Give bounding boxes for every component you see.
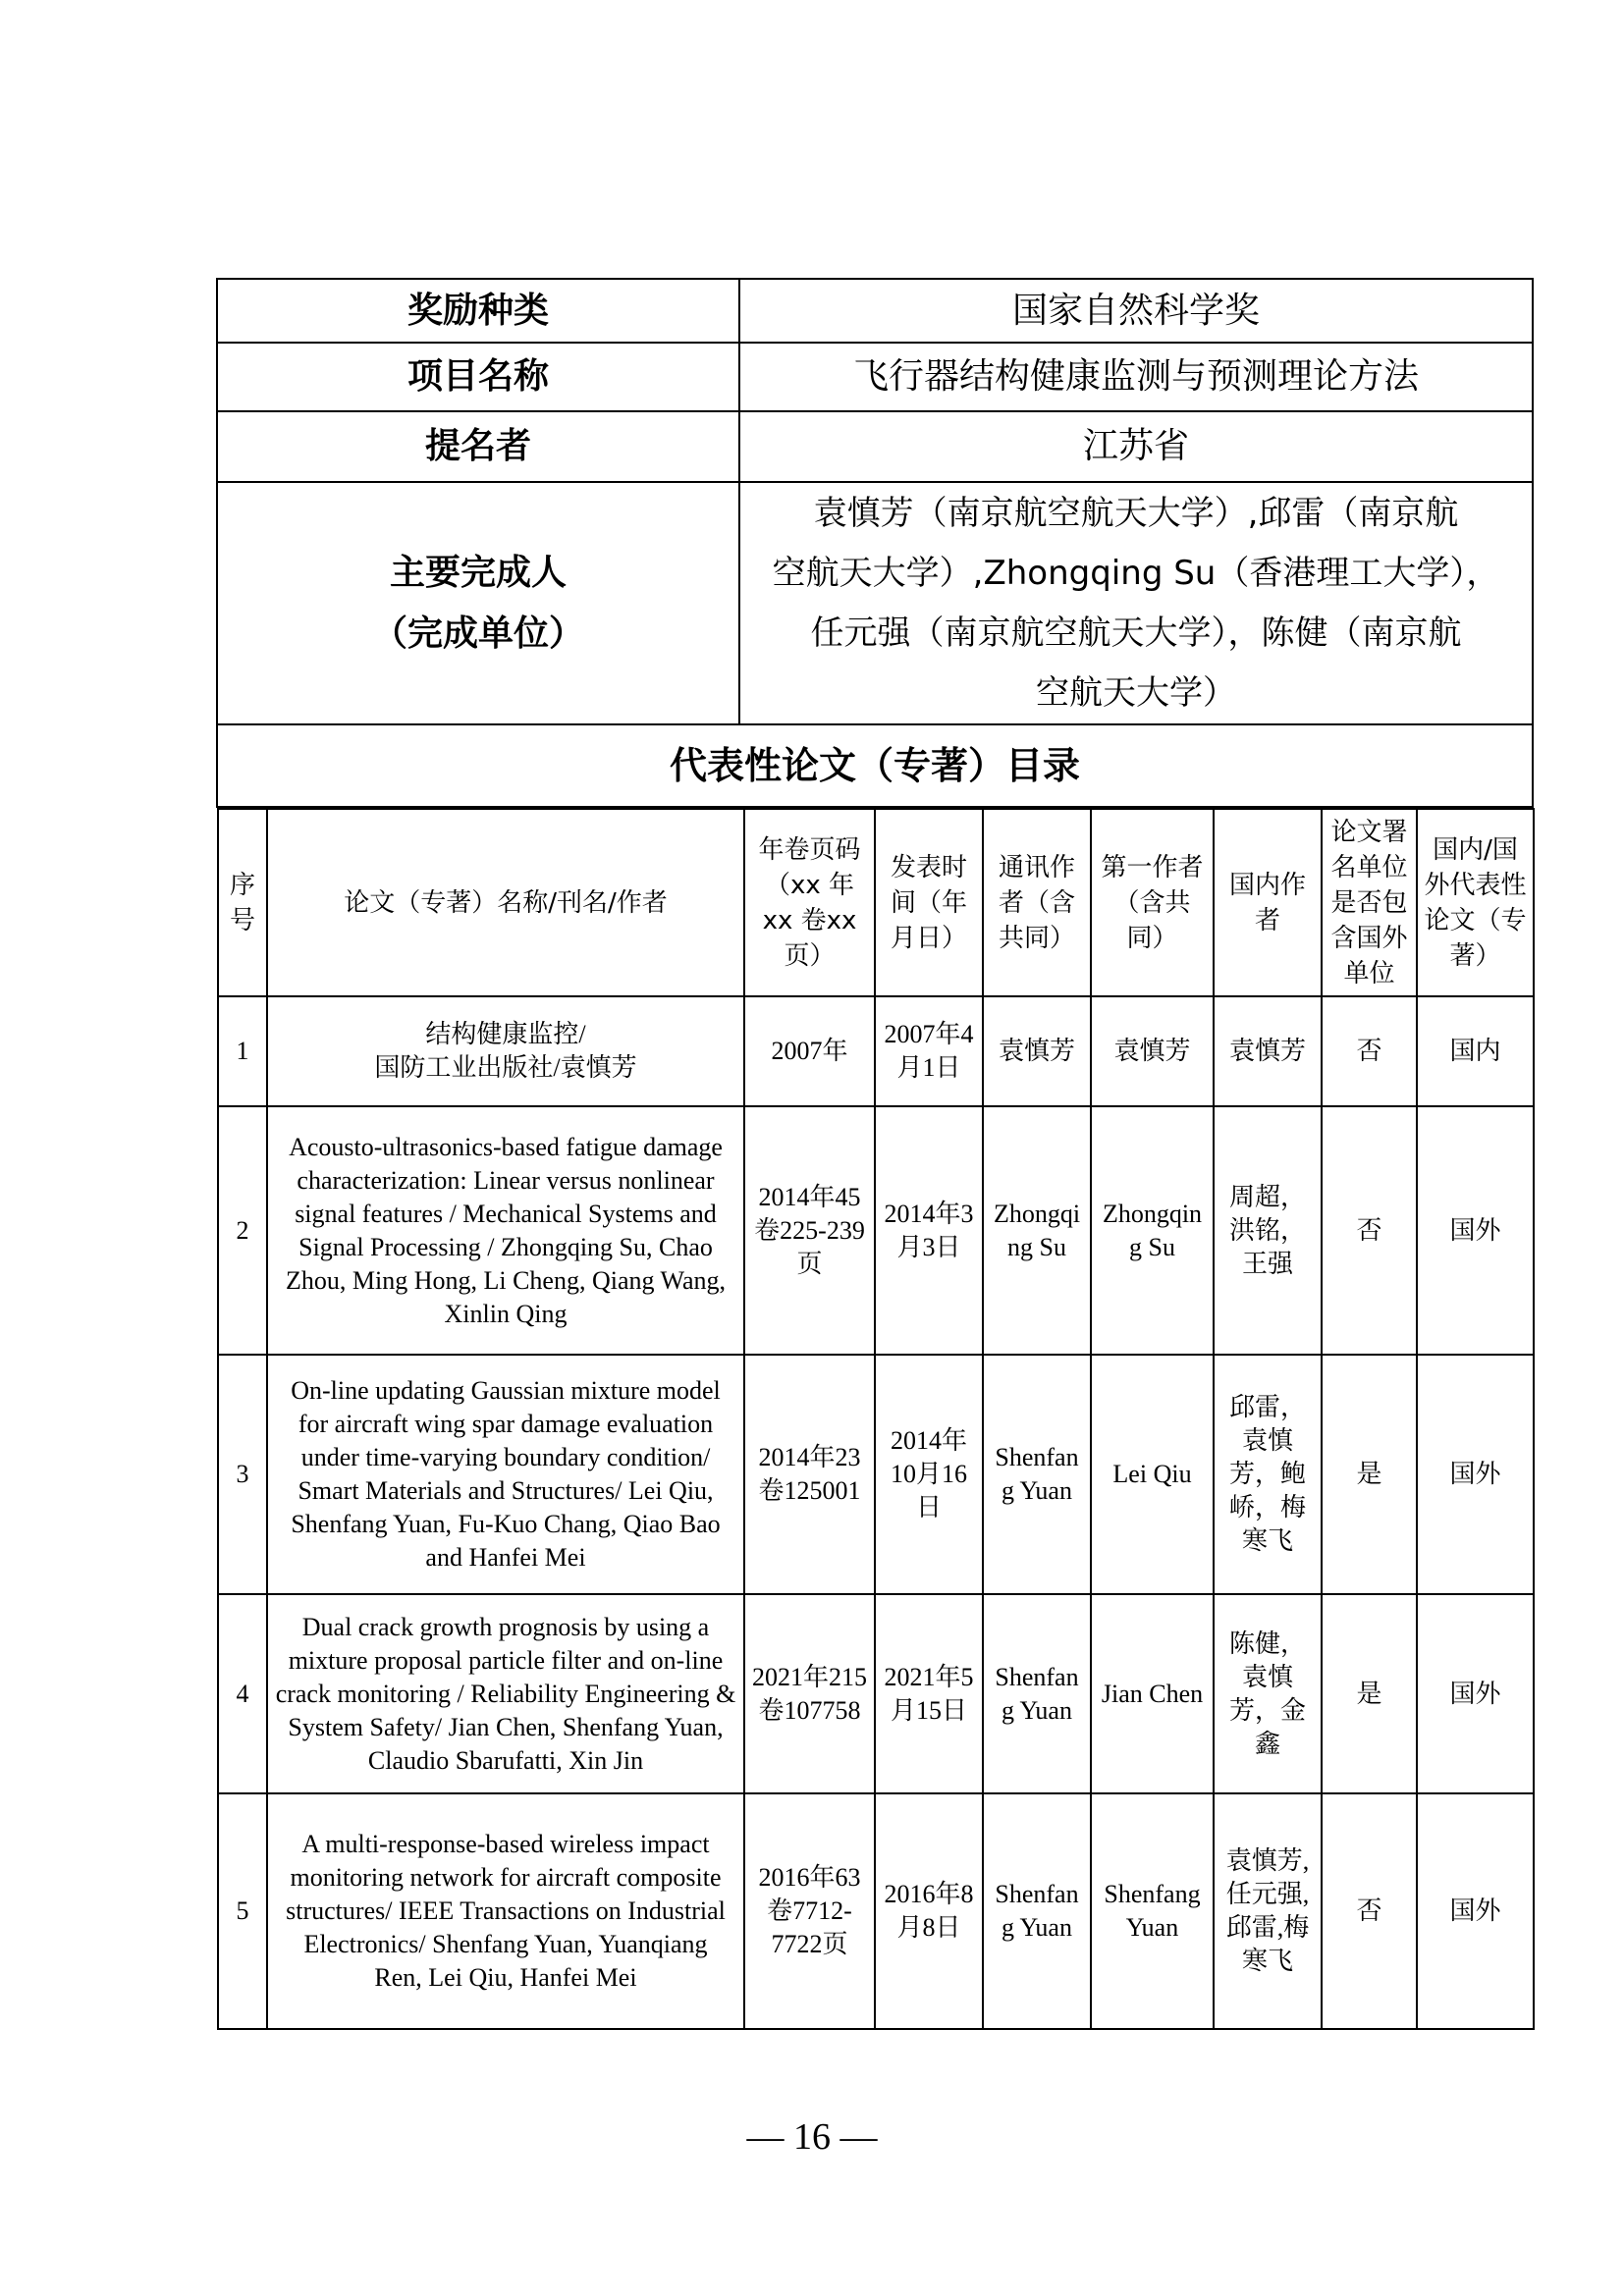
paper-corresponding-author: 袁慎芳: [983, 996, 1091, 1106]
main-persons-label-line1: 主要完成人: [389, 552, 567, 593]
paper-no: 2: [218, 1106, 267, 1355]
paper-title: A multi-response-based wireless impact monitoring network for aircraft composite structures/ IEEE Transactions on Industrial Electronics/ Shenfang Yuan, Yuanqiang Ren, Lei Qiu, Hanfei Mei: [267, 1793, 744, 2029]
papers-table-wrapper: [217, 807, 1533, 2030]
project-name-label: 项目名称: [217, 343, 739, 411]
paper-first-author: 袁慎芳: [1091, 996, 1214, 1106]
paper-row: [218, 1355, 1534, 1594]
header-title: 论文（专著）名称/刊名/作者: [267, 809, 744, 996]
paper-scope: 国外: [1417, 1594, 1534, 1793]
paper-scope: 国外: [1417, 1106, 1534, 1355]
papers-header-row: [218, 809, 1534, 996]
papers-section-title-row: [217, 724, 1533, 807]
project-name-value: 飞行器结构健康监测与预测理论方法: [739, 343, 1533, 411]
paper-domestic-authors: 袁慎芳: [1214, 996, 1322, 1106]
paper-scope: 国外: [1417, 1355, 1534, 1594]
award-type-value: 国家自然科学奖: [739, 279, 1533, 343]
paper-date: 2016年8月8日: [875, 1793, 983, 2029]
paper-date: 2021年5月15日: [875, 1594, 983, 1793]
papers-table: [217, 808, 1535, 2030]
paper-first-author: Shenfang Yuan: [1091, 1793, 1214, 2029]
paper-foreign-unit: 否: [1322, 1106, 1417, 1355]
paper-foreign-unit: 是: [1322, 1594, 1417, 1793]
header-date: 发表时间（年月日）: [875, 809, 983, 996]
main-persons-line: 空航天大学）,Zhongqing Su（香港理工大学），: [772, 553, 1500, 593]
header-first-author: 第一作者（含共同）: [1091, 809, 1214, 996]
main-persons-line: 袁慎芳（南京航空航天大学）,邱雷（南京航: [813, 493, 1459, 533]
paper-pages: 2007年: [744, 996, 875, 1106]
papers-table-wrapper-row: [217, 807, 1533, 2030]
page-number: — 16 —: [746, 2116, 878, 2158]
paper-row: [218, 1793, 1534, 2029]
main-persons-label: [217, 482, 739, 724]
paper-first-author: Lei Qiu: [1091, 1355, 1214, 1594]
paper-foreign-unit: 否: [1322, 1793, 1417, 2029]
paper-first-author: Zhongqing Su: [1091, 1106, 1214, 1355]
header-domestic-authors: 国内作者: [1214, 809, 1322, 996]
paper-domestic-authors: 袁慎芳,任元强,邱雷,梅寒飞: [1214, 1793, 1322, 2029]
papers-section-title: 代表性论文（专著）目录: [217, 724, 1533, 807]
paper-date: 2014年3月3日: [875, 1106, 983, 1355]
award-type-row: [217, 279, 1533, 343]
award-form-table: [216, 278, 1534, 2030]
paper-title: Dual crack growth prognosis by using a mixture proposal particle filter and on-line crack monitoring / Reliability Engineering & System Safety/ Jian Chen, Shenfang Yuan, Claudio Sbarufatti, Xin Jin: [267, 1594, 744, 1793]
paper-row: [218, 1594, 1534, 1793]
nominator-label: 提名者: [217, 411, 739, 482]
paper-domestic-authors: 邱雷，袁慎芳，鲍峤，梅寒飞: [1214, 1355, 1322, 1594]
header-scope: 国内/国外代表性论文（专著）: [1417, 809, 1534, 996]
paper-foreign-unit: 否: [1322, 996, 1417, 1106]
paper-date: 2014年10月16日: [875, 1355, 983, 1594]
paper-corresponding-author: Shenfang Yuan: [983, 1355, 1091, 1594]
main-persons-row: [217, 482, 1533, 724]
paper-row: [218, 996, 1534, 1106]
nominator-value: 江苏省: [739, 411, 1533, 482]
papers-body: [218, 996, 1534, 2029]
paper-corresponding-author: Shenfang Yuan: [983, 1594, 1091, 1793]
paper-domestic-authors: 陈健，袁慎芳，金鑫: [1214, 1594, 1322, 1793]
paper-corresponding-author: Zhongqing Su: [983, 1106, 1091, 1355]
header-no: 序号: [218, 809, 267, 996]
paper-foreign-unit: 是: [1322, 1355, 1417, 1594]
paper-row: [218, 1106, 1534, 1355]
paper-pages: 2014年23卷125001: [744, 1355, 875, 1594]
paper-title: 结构健康监控/ 国防工业出版社/袁慎芳: [267, 996, 744, 1106]
paper-domestic-authors: 周超，洪铭，王强: [1214, 1106, 1322, 1355]
main-persons-line: 空航天大学）: [1036, 672, 1236, 713]
paper-no: 5: [218, 1793, 267, 2029]
paper-no: 3: [218, 1355, 267, 1594]
paper-date: 2007年4月1日: [875, 996, 983, 1106]
award-type-label: 奖励种类: [217, 279, 739, 343]
paper-title: On-line updating Gaussian mixture model for aircraft wing spar damage evaluation under time-varying boundary condition/ Smart Materials and Structures/ Lei Qiu, Shenfang Yuan, Fu-Kuo Chang, Qiao Bao and Hanfei Mei: [267, 1355, 744, 1594]
project-name-row: [217, 343, 1533, 411]
main-persons-line: 任元强（南京航空航天大学），陈健（南京航: [810, 613, 1462, 653]
paper-scope: 国外: [1417, 1793, 1534, 2029]
paper-title: Acousto-ultrasonics-based fatigue damage characterization: Linear versus nonlinear signal features / Mechanical Systems and Signal Processing / Zhongqing Su, Chao Zhou, Ming Hong, Li Cheng, Qiang Wang, Xinlin Qing: [267, 1106, 744, 1355]
paper-no: 1: [218, 996, 267, 1106]
paper-pages: 2021年215卷107758: [744, 1594, 875, 1793]
paper-scope: 国内: [1417, 996, 1534, 1106]
paper-first-author: Jian Chen: [1091, 1594, 1214, 1793]
paper-pages: 2016年63卷7712-7722页: [744, 1793, 875, 2029]
paper-pages: 2014年45卷225-239页: [744, 1106, 875, 1355]
main-persons-label-line2: （完成单位）: [371, 613, 584, 654]
header-foreign-unit: 论文署名单位是否包含国外单位: [1322, 809, 1417, 996]
header-pages: 年卷页码（xx 年 xx 卷xx 页）: [744, 809, 875, 996]
paper-no: 4: [218, 1594, 267, 1793]
header-corresponding: 通讯作者（含共同）: [983, 809, 1091, 996]
nominator-row: [217, 411, 1533, 482]
paper-corresponding-author: Shenfang Yuan: [983, 1793, 1091, 2029]
main-persons-value: [739, 482, 1533, 724]
